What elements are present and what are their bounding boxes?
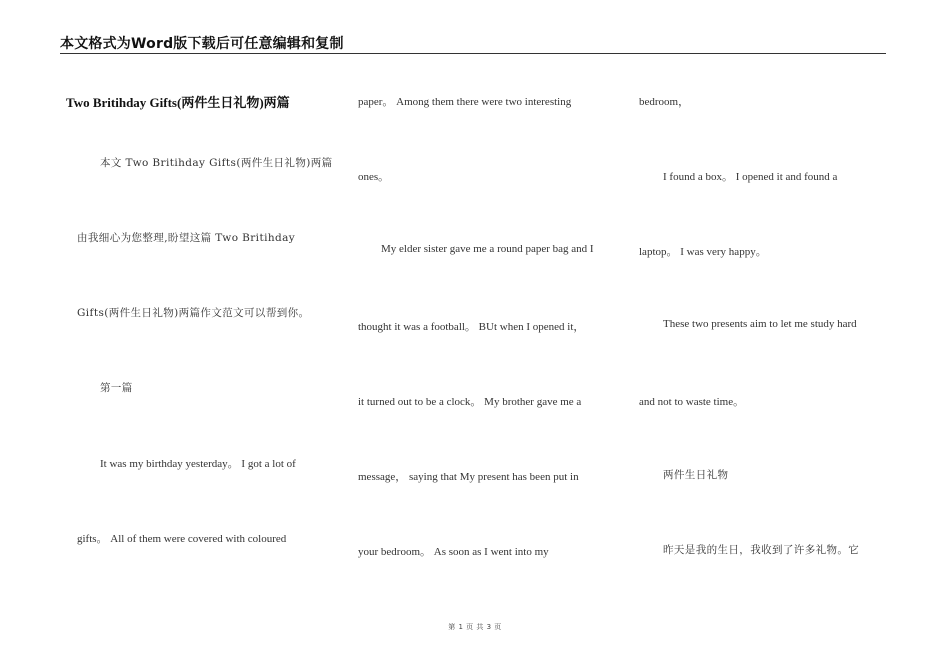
- text-line: bedroom，: [639, 96, 690, 108]
- text-line: paper。 Among them there were two interesting: [358, 96, 572, 108]
- text-line: gifts。 All of them were covered with coloured: [77, 533, 287, 545]
- page-footer: 第 1 页 共 3 页: [448, 623, 502, 631]
- text-line: ones。: [358, 171, 390, 183]
- text-line: message， saying that My present has been put in: [358, 471, 579, 483]
- document-title: Two Britihday Gifts(两件生日礼物)两篇: [66, 95, 290, 110]
- page-header-title: 本文格式为Word版下载后可任意编辑和复制: [60, 36, 344, 52]
- header-divider: [60, 53, 886, 54]
- text-line: I found a box。 I opened it and found a: [663, 171, 838, 183]
- section-heading: 第一篇: [100, 382, 133, 394]
- text-line: and not to waste time。: [639, 396, 745, 408]
- text-line: It was my birthday yesterday。 I got a lot of: [100, 458, 296, 470]
- text-line: Gifts(两件生日礼物)两篇作文范文可以帮到你。: [77, 307, 310, 319]
- text-line: it turned out to be a clock。 My brother gave me a: [358, 396, 582, 408]
- text-line: thought it was a football。 BUt when I opened it，: [358, 321, 585, 333]
- text-line: 本文 Two Britihday Gifts(两件生日礼物)两篇: [100, 157, 333, 169]
- section-heading: 两件生日礼物: [663, 469, 729, 481]
- text-line: your bedroom。 As soon as I went into my: [358, 546, 549, 558]
- text-line: 昨天是我的生日，我收到了许多礼物。它: [663, 544, 860, 556]
- text-line: 由我细心为您整理,盼望这篇 Two Britihday: [77, 232, 296, 244]
- text-line: My elder sister gave me a round paper bag and I: [381, 243, 594, 255]
- text-line: These two presents aim to let me study hard: [663, 318, 857, 330]
- text-line: laptop。 I was very happy。: [639, 246, 767, 258]
